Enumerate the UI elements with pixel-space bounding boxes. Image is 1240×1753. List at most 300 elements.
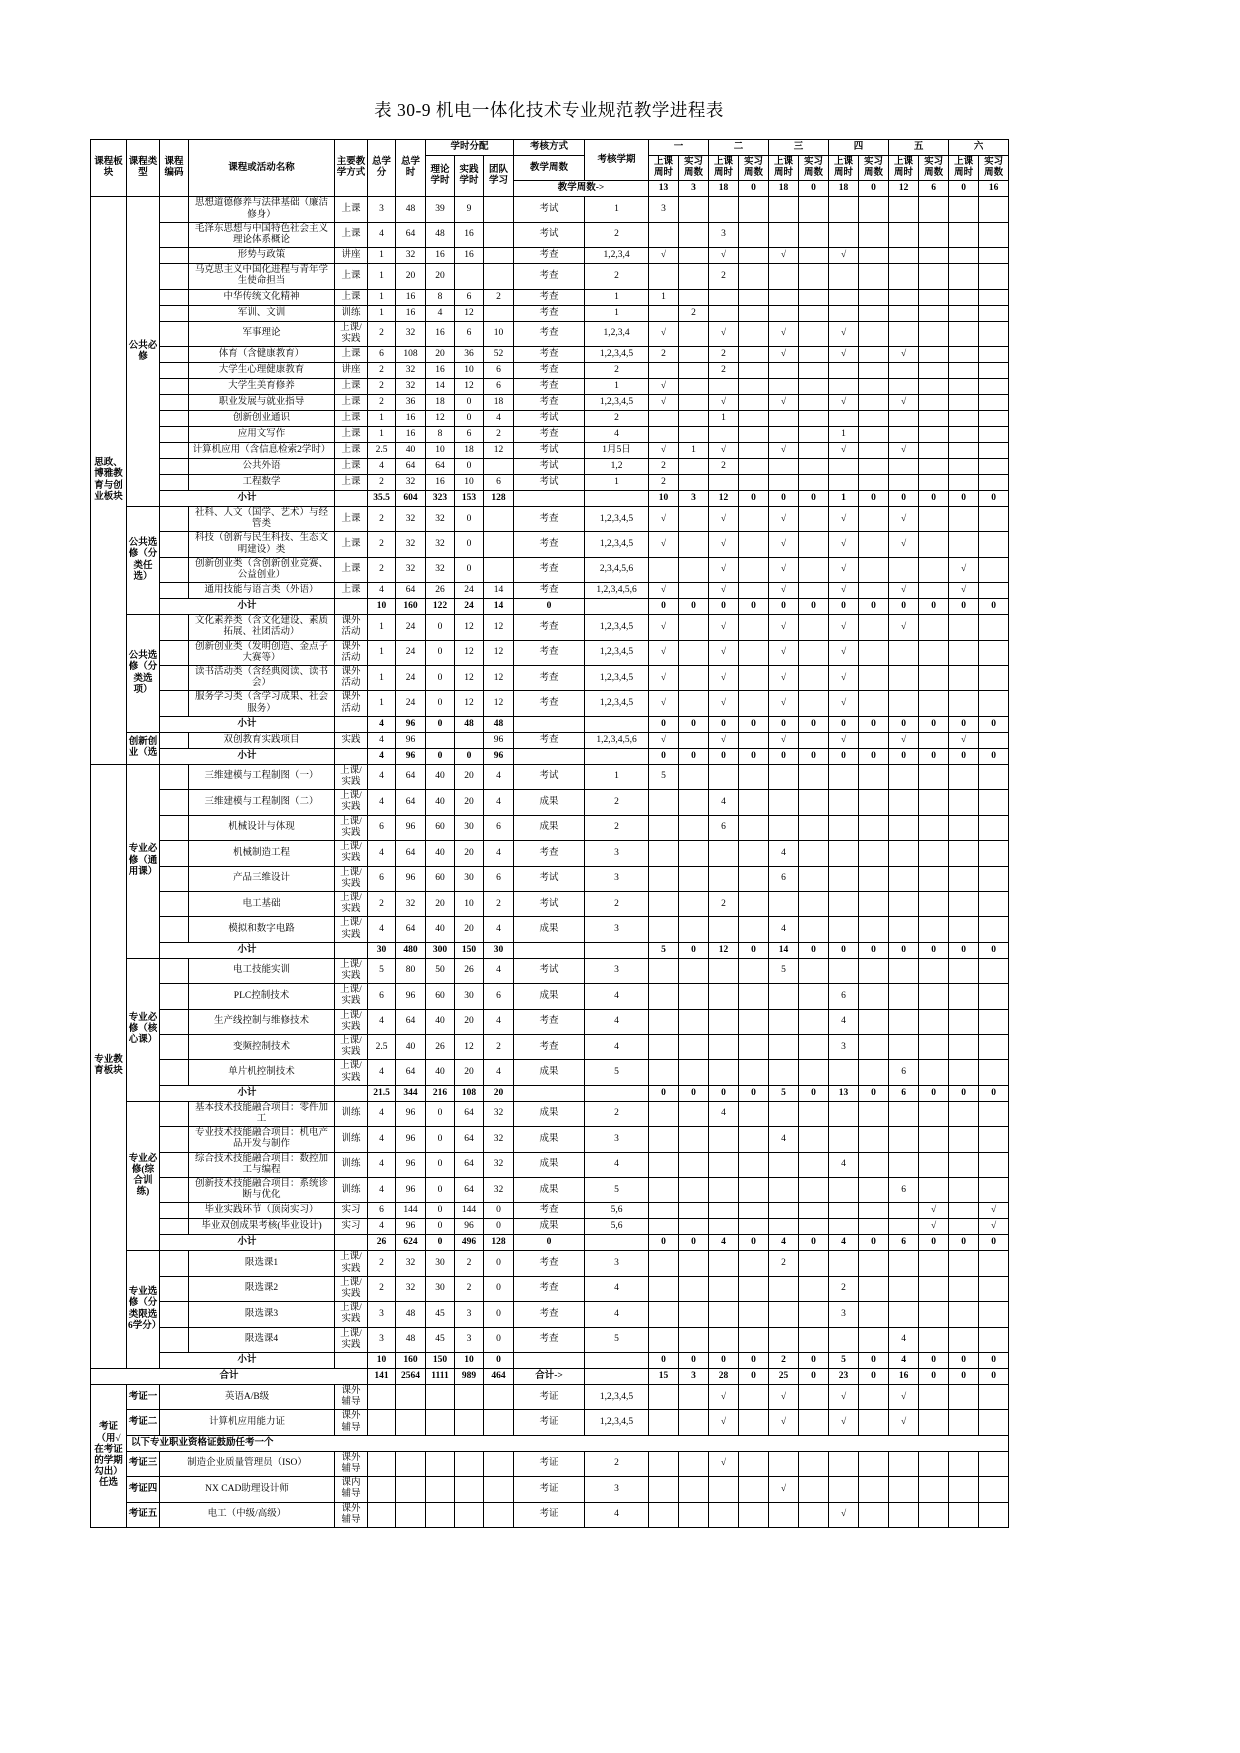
semester-value-cell: √: [919, 1203, 949, 1219]
hours-cell: 32: [396, 379, 426, 395]
semester-value-cell: [919, 984, 949, 1009]
semester-value-cell: [979, 1477, 1009, 1502]
hours-cell: 604: [396, 491, 426, 507]
exam-semester-cell: 4: [585, 984, 649, 1009]
semester-value-cell: √: [649, 248, 679, 264]
semester-value-cell: [769, 363, 799, 379]
hour-allocation-header: 学时分配: [426, 140, 514, 156]
credits-cell: 26: [368, 1235, 396, 1251]
semester-value-cell: [979, 197, 1009, 222]
semester-value-cell: [769, 1451, 799, 1476]
course-name-cell: 创新创业类（含创新创业竞赛、公益创业）: [189, 557, 335, 582]
semester-value-cell: 0: [649, 716, 679, 732]
semester-value-cell: [829, 305, 859, 321]
course-code-cell: [160, 248, 189, 264]
cert-row: [91, 1451, 1009, 1476]
semester-value-cell: 6: [829, 984, 859, 1009]
semester-value-cell: [859, 841, 889, 866]
exam-semester-cell: 1,2,3,4,5,6: [585, 732, 649, 748]
hours-cell: 32: [396, 507, 426, 532]
exam-semester-cell: 1月5日: [585, 443, 649, 459]
semester-value-cell: [739, 305, 769, 321]
team-cell: 0: [484, 1302, 514, 1327]
course-row: [91, 507, 1009, 532]
semester-value-cell: [889, 790, 919, 815]
practice-cell: 20: [455, 1060, 484, 1085]
semester-value-cell: [739, 1060, 769, 1085]
method-cell: 课外辅导: [335, 1385, 368, 1410]
semester-value-cell: [679, 289, 709, 305]
team-cell: 32: [484, 1177, 514, 1202]
subtotal-row: [91, 1353, 1009, 1369]
semester-value-cell: [889, 866, 919, 891]
semester-1-header: 一: [649, 140, 709, 156]
semester-value-cell: [889, 411, 919, 427]
semester-value-cell: [709, 1009, 739, 1034]
semester-value-cell: 0: [859, 1369, 889, 1385]
semester-value-cell: [739, 264, 769, 289]
hours-cell: 64: [396, 790, 426, 815]
semester-value-cell: [649, 222, 679, 247]
course-row: [91, 321, 1009, 346]
semester-value-cell: [859, 917, 889, 942]
theory-cell: 20: [426, 891, 455, 916]
semester-value-cell: 0: [799, 716, 829, 732]
semester-value-cell: [949, 347, 979, 363]
semester-value-cell: [679, 197, 709, 222]
semester-value-cell: [949, 1302, 979, 1327]
course-name-cell: 马克思主义中国化进程与青年学生使命担当: [189, 264, 335, 289]
semester-value-cell: [919, 347, 949, 363]
semester-value-cell: [739, 1327, 769, 1352]
course-code-cell: [160, 1101, 189, 1126]
credits-cell: 4: [368, 1060, 396, 1085]
course-name-cell: 机械设计与体现: [189, 815, 335, 840]
course-name-cell: 军事理论: [189, 321, 335, 346]
semester-value-cell: [859, 1477, 889, 1502]
semester-value-cell: [799, 790, 829, 815]
semester-value-cell: [859, 321, 889, 346]
team-cell: [484, 1477, 514, 1502]
exam-semester-cell: 3: [585, 1127, 649, 1152]
exam-semester-cell: 2: [585, 1101, 649, 1126]
practice-cell: 64: [455, 1177, 484, 1202]
semester-value-cell: [799, 1502, 829, 1527]
semester-value-cell: [679, 557, 709, 582]
hours-cell: 32: [396, 1276, 426, 1301]
semester-value-cell: [799, 321, 829, 346]
credits-cell: 1: [368, 264, 396, 289]
semester-value-cell: 25: [769, 1369, 799, 1385]
semester-value-cell: [709, 1177, 739, 1202]
semester-value-cell: [769, 790, 799, 815]
method-cell: 上课/实践: [335, 958, 368, 983]
cert-note-row: [91, 1435, 1009, 1451]
semester-value-cell: [709, 917, 739, 942]
semester-value-cell: 2: [709, 891, 739, 916]
semester-value-cell: 2: [769, 1251, 799, 1276]
assess-cell: 考查: [514, 347, 585, 363]
hours-cell: [396, 1385, 426, 1410]
credits-cell: [368, 1410, 396, 1435]
theory-cell: 60: [426, 984, 455, 1009]
course-name-cell: 生产线控制与维修技术: [189, 1009, 335, 1034]
semester-value-cell: [649, 427, 679, 443]
course-row: [91, 583, 1009, 599]
course-name-cell: 工程数学: [189, 475, 335, 491]
exam-semester-cell: 2: [585, 1451, 649, 1476]
course-name-cell: 电工技能实训: [189, 958, 335, 983]
assess-cell: 考证: [514, 1502, 585, 1527]
semester-value-cell: [739, 891, 769, 916]
practice-cell: [455, 264, 484, 289]
semester-value-cell: [859, 764, 889, 789]
semester-value-cell: √: [649, 443, 679, 459]
semester-value-cell: [859, 1451, 889, 1476]
semester-value-cell: [859, 615, 889, 640]
hours-cell: 96: [396, 1219, 426, 1235]
semester-value-cell: √: [649, 666, 679, 691]
method-cell: 训练: [335, 1152, 368, 1177]
semester-value-cell: [799, 1203, 829, 1219]
theory-cell: 40: [426, 790, 455, 815]
semester-value-cell: [919, 1477, 949, 1502]
semester-value-cell: [889, 1219, 919, 1235]
semester-value-cell: [739, 197, 769, 222]
semester-value-cell: √: [889, 507, 919, 532]
course-row: [91, 1060, 1009, 1085]
semester-value-cell: [949, 532, 979, 557]
team-cell: 18: [484, 395, 514, 411]
course-code-cell: [160, 732, 189, 748]
assess-cell: 考试: [514, 475, 585, 491]
semester-value-cell: [649, 1451, 679, 1476]
semester-value-cell: √: [769, 532, 799, 557]
semester-value-cell: 0: [919, 1085, 949, 1101]
course-row: [91, 1219, 1009, 1235]
semester-value-cell: [739, 1219, 769, 1235]
exam-semester-cell: 1,2: [585, 459, 649, 475]
course-name-cell: 限选课1: [189, 1251, 335, 1276]
team-cell: 4: [484, 917, 514, 942]
semester-value-cell: 1: [709, 411, 739, 427]
semester-value-cell: [979, 1034, 1009, 1059]
semester-value-cell: [919, 891, 949, 916]
theory-cell: 60: [426, 866, 455, 891]
semester-value-cell: [889, 379, 919, 395]
hours-cell: 96: [396, 866, 426, 891]
semester-value-cell: [739, 532, 769, 557]
credits-cell: 4: [368, 748, 396, 764]
semester-value-cell: √: [769, 732, 799, 748]
semester-value-cell: [979, 557, 1009, 582]
semester-value-cell: [649, 815, 679, 840]
semester-value-cell: [949, 891, 979, 916]
course-name-cell: 通用技能与语言类（外语）: [189, 583, 335, 599]
semester-value-cell: [859, 790, 889, 815]
semester-value-cell: [649, 1276, 679, 1301]
semester-value-cell: 0: [769, 599, 799, 615]
semester-2-header: 二: [709, 140, 769, 156]
semester-value-cell: 2: [709, 459, 739, 475]
semester-value-cell: [829, 363, 859, 379]
semester-value-cell: [799, 427, 829, 443]
semester-value-cell: [739, 321, 769, 346]
course-code-cell: [160, 1203, 189, 1219]
semester-value-cell: 0: [889, 942, 919, 958]
team-cell: [484, 1385, 514, 1410]
class-week-hours-header: 上课周时: [649, 156, 679, 181]
assess-cell: 0: [514, 599, 585, 615]
semester-value-cell: [859, 427, 889, 443]
semester-value-cell: [739, 1410, 769, 1435]
semester-value-cell: [949, 640, 979, 665]
method-cell: 上课: [335, 222, 368, 247]
practice-cell: 30: [455, 815, 484, 840]
course-row: [91, 1152, 1009, 1177]
semester-value-cell: [679, 321, 709, 346]
course-code-cell: [160, 583, 189, 599]
semester-value-cell: 4: [769, 1127, 799, 1152]
semester-value-cell: [799, 958, 829, 983]
course-code-cell: [160, 443, 189, 459]
semester-value-cell: √: [889, 532, 919, 557]
semester-value-cell: [739, 841, 769, 866]
semester-value-cell: [859, 1276, 889, 1301]
exam-semester-cell: 4: [585, 1502, 649, 1527]
practice-cell: 20: [455, 917, 484, 942]
semester-value-cell: [919, 615, 949, 640]
semester-value-cell: 28: [709, 1369, 739, 1385]
method-cell: 课内辅导: [335, 1477, 368, 1502]
semester-value-cell: [769, 222, 799, 247]
semester-value-cell: 0: [739, 1353, 769, 1369]
hours-cell: 480: [396, 942, 426, 958]
weeks-value-cell: 18: [709, 181, 739, 197]
semester-value-cell: [829, 475, 859, 491]
semester-value-cell: [709, 1502, 739, 1527]
semester-value-cell: [859, 507, 889, 532]
code-header: 课程编码: [160, 140, 189, 197]
semester-value-cell: 23: [829, 1369, 859, 1385]
team-cell: 12: [484, 640, 514, 665]
semester-value-cell: [649, 984, 679, 1009]
semester-value-cell: [679, 891, 709, 916]
semester-value-cell: √: [829, 395, 859, 411]
semester-value-cell: [949, 1251, 979, 1276]
semester-value-cell: [739, 459, 769, 475]
semester-value-cell: [829, 1219, 859, 1235]
team-cell: 0: [484, 1219, 514, 1235]
theory-cell: 40: [426, 917, 455, 942]
semester-value-cell: √: [889, 1385, 919, 1410]
semester-value-cell: [859, 1127, 889, 1152]
semester-value-cell: [799, 1060, 829, 1085]
semester-value-cell: [739, 764, 769, 789]
semester-value-cell: 6: [889, 1085, 919, 1101]
semester-value-cell: 0: [709, 748, 739, 764]
practice-cell: [455, 1502, 484, 1527]
semester-value-cell: [739, 395, 769, 411]
semester-value-cell: 0: [739, 599, 769, 615]
class-week-hours-header: 上课周时: [829, 156, 859, 181]
theory-cell: 30: [426, 1276, 455, 1301]
course-name-cell: 专业技术技能融合项目：机电产品开发与制作: [189, 1127, 335, 1152]
course-name-cell: 基本技术技能融合项目：零件加工: [189, 1101, 335, 1126]
course-row: [91, 917, 1009, 942]
method-cell: 上课: [335, 289, 368, 305]
semester-value-cell: [769, 1327, 799, 1352]
semester-value-cell: [919, 532, 949, 557]
semester-value-cell: [979, 1177, 1009, 1202]
hours-cell: 344: [396, 1085, 426, 1101]
credits-cell: 4: [368, 1219, 396, 1235]
course-name-cell: 计算机应用（含信息检索2学时）: [189, 443, 335, 459]
semester-value-cell: [889, 459, 919, 475]
semester-value-cell: [709, 1276, 739, 1301]
exam-semester-cell: 1: [585, 475, 649, 491]
semester-value-cell: 0: [919, 942, 949, 958]
theory-cell: 323: [426, 491, 455, 507]
team-cell: [484, 459, 514, 475]
semester-value-cell: [829, 289, 859, 305]
semester-value-cell: [679, 958, 709, 983]
semester-value-cell: √: [769, 347, 799, 363]
hours-cell: 108: [396, 347, 426, 363]
course-row: [91, 666, 1009, 691]
team-cell: 2: [484, 891, 514, 916]
course-name-cell: 社科、人文（国学、艺术）与经管类: [189, 507, 335, 532]
semester-value-cell: [859, 347, 889, 363]
semester-value-cell: √: [709, 691, 739, 716]
course-code-cell: [160, 866, 189, 891]
semester-value-cell: [799, 443, 829, 459]
course-code-cell: [160, 1302, 189, 1327]
semester-value-cell: [979, 1302, 1009, 1327]
practice-cell: 0: [455, 748, 484, 764]
semester-value-cell: [889, 1502, 919, 1527]
semester-value-cell: 0: [979, 716, 1009, 732]
course-code-cell: [160, 691, 189, 716]
semester-value-cell: [799, 583, 829, 599]
semester-value-cell: 1: [679, 443, 709, 459]
course-name-cell: 文化素养类（含文化建设、素质拓展、社团活动）: [189, 615, 335, 640]
weeks-value-cell: 13: [649, 181, 679, 197]
intern-weeks-header: 实习周数: [679, 156, 709, 181]
semester-value-cell: [739, 1101, 769, 1126]
course-row: [91, 532, 1009, 557]
semester-value-cell: [919, 289, 949, 305]
semester-value-cell: 0: [829, 599, 859, 615]
semester-value-cell: [979, 1385, 1009, 1410]
semester-value-cell: [979, 459, 1009, 475]
semester-value-cell: [709, 197, 739, 222]
semester-value-cell: [889, 984, 919, 1009]
exam-semester-cell: 4: [585, 1152, 649, 1177]
semester-value-cell: 2: [649, 347, 679, 363]
semester-value-cell: 0: [799, 1369, 829, 1385]
course-name-cell: 大学生心理健康教育: [189, 363, 335, 379]
semester-value-cell: [859, 557, 889, 582]
method-cell: 上课/实践: [335, 790, 368, 815]
semester-value-cell: [859, 732, 889, 748]
assess-cell: 考试: [514, 197, 585, 222]
semester-value-cell: 0: [769, 748, 799, 764]
assess-cell: 考查: [514, 289, 585, 305]
semester-value-cell: √: [709, 732, 739, 748]
semester-value-cell: √: [829, 248, 859, 264]
semester-value-cell: √: [889, 443, 919, 459]
assess-cell: 考试: [514, 866, 585, 891]
team-cell: 4: [484, 841, 514, 866]
semester-value-cell: [859, 1101, 889, 1126]
semester-value-cell: [799, 917, 829, 942]
semester-value-cell: [889, 475, 919, 491]
semester-value-cell: [979, 1060, 1009, 1085]
semester-value-cell: [949, 197, 979, 222]
semester-value-cell: [679, 347, 709, 363]
exam-semester-cell: [585, 1369, 649, 1385]
semester-value-cell: [859, 248, 889, 264]
practice-cell: 12: [455, 615, 484, 640]
semester-value-cell: [769, 305, 799, 321]
semester-value-cell: [949, 1009, 979, 1034]
course-row: [91, 1203, 1009, 1219]
method-cell: 上课/实践: [335, 1060, 368, 1085]
exam-semester-cell: 1,2,3,4,5: [585, 615, 649, 640]
theory-cell: [426, 1385, 455, 1410]
practice-cell: 10: [455, 891, 484, 916]
team-cell: 6: [484, 363, 514, 379]
semester-value-cell: 0: [979, 748, 1009, 764]
semester-value-cell: √: [829, 1502, 859, 1527]
course-name-cell: 创新创业类（发明创造、金点子大赛等）: [189, 640, 335, 665]
team-cell: 0: [484, 1203, 514, 1219]
method-cell: [335, 491, 368, 507]
intern-weeks-header: 实习周数: [799, 156, 829, 181]
method-cell: 上课: [335, 395, 368, 411]
semester-value-cell: [739, 1502, 769, 1527]
semester-value-cell: [769, 379, 799, 395]
theory-cell: 45: [426, 1327, 455, 1352]
hours-cell: 64: [396, 764, 426, 789]
theory-cell: [426, 732, 455, 748]
semester-value-cell: [979, 427, 1009, 443]
semester-value-cell: [889, 1009, 919, 1034]
method-cell: 上课: [335, 197, 368, 222]
team-cell: 128: [484, 491, 514, 507]
semester-5-header: 五: [889, 140, 949, 156]
semester-value-cell: [679, 1034, 709, 1059]
theory-cell: 48: [426, 222, 455, 247]
practice-cell: 16: [455, 248, 484, 264]
theory-cell: 39: [426, 197, 455, 222]
theory-cell: 32: [426, 507, 455, 532]
theory-cell: 8: [426, 427, 455, 443]
exam-semester-cell: 1: [585, 197, 649, 222]
course-name-cell: 电工基础: [189, 891, 335, 916]
semester-value-cell: [919, 583, 949, 599]
semester-value-cell: [739, 363, 769, 379]
semester-value-cell: [709, 1327, 739, 1352]
semester-value-cell: [859, 691, 889, 716]
credits-cell: 1: [368, 289, 396, 305]
semester-value-cell: 12: [709, 942, 739, 958]
practice-cell: 12: [455, 1034, 484, 1059]
hours-cell: 64: [396, 841, 426, 866]
semester-value-cell: [829, 866, 859, 891]
semester-value-cell: [949, 443, 979, 459]
